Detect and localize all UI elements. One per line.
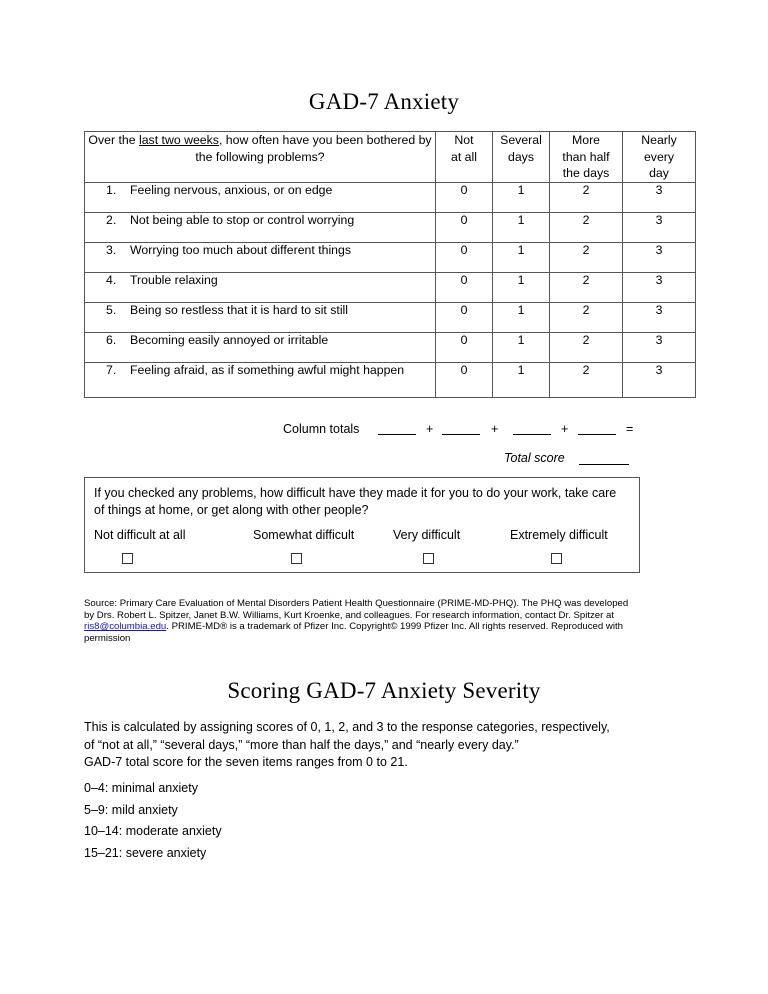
header-line: More: [571, 133, 601, 147]
source-text-part-1: Source: Primary Care Evaluation of Mental Disorders Patient Health Questionnaire (PRIME-MD-PHQ). The PHQ was developed by Drs. Robert L. Spitzer, Janet B.W. Williams, Kurt Kroenke, and colleagues. For research information, contact Dr. Spitzer at: [84, 598, 629, 621]
header-line: every: [643, 149, 675, 164]
score-option-4-3[interactable]: 3: [623, 272, 696, 302]
total-score-row: [0, 451, 768, 471]
equals-operator: =: [626, 422, 634, 436]
header-line: day: [649, 166, 669, 180]
difficulty-option-somewhat-difficult[interactable]: [253, 528, 354, 564]
score-option-6-1[interactable]: 1: [493, 332, 550, 362]
plus-operator-1: +: [426, 422, 434, 436]
severity-range-severe: 15–21: severe anxiety: [84, 845, 207, 860]
difficulty-option-label: Extremely difficult: [510, 528, 608, 542]
score-option-6-0[interactable]: 0: [436, 332, 493, 362]
total-score-label: Total score: [504, 451, 565, 465]
severity-range-list: [84, 778, 484, 864]
page-title: GAD-7 Anxiety: [308, 89, 460, 114]
question-number: 4.: [106, 272, 117, 287]
source-citation: [84, 598, 640, 644]
question-cell-2: [85, 212, 436, 242]
checkbox-extremely-difficult[interactable]: [551, 553, 562, 564]
plus-operator-2: +: [491, 422, 499, 436]
header-line: Not: [454, 133, 474, 147]
header-line: Several: [500, 133, 542, 147]
table-row: [85, 302, 696, 332]
severity-range-moderate: 10–14: moderate anxiety: [84, 824, 222, 838]
plus-operator-3: +: [561, 422, 569, 436]
scoring-section-title: Scoring GAD-7 Anxiety Severity: [227, 678, 541, 703]
prompt-suffix: , how often have you been bothered by the following problems?: [195, 133, 432, 164]
question-cell-4: [85, 272, 436, 302]
gad7-questionnaire-table: [84, 131, 696, 398]
score-option-4-0[interactable]: 0: [436, 272, 493, 302]
scoring-line-2: of “not at all,” “several days,” “more than half the days,” and “nearly every day.”: [84, 737, 519, 752]
question-cell-5: [85, 302, 436, 332]
score-option-1-0[interactable]: 0: [436, 182, 493, 212]
difficulty-options: [85, 528, 641, 574]
question-text: Feeling nervous, anxious, or on edge: [130, 182, 333, 197]
questionnaire-prompt-header: [85, 132, 436, 183]
severity-range-minimal: 0–4: minimal anxiety: [84, 781, 198, 795]
table-row: [85, 332, 696, 362]
question-text: Trouble relaxing: [130, 272, 218, 287]
difficulty-option-label: Somewhat difficult: [253, 528, 355, 542]
checkbox-very-difficult[interactable]: [423, 553, 434, 564]
prompt-underlined: last two weeks: [138, 133, 219, 147]
checkbox-somewhat-difficult[interactable]: [291, 553, 302, 564]
score-option-2-0[interactable]: 0: [436, 212, 493, 242]
score-option-5-2[interactable]: 2: [550, 302, 623, 332]
question-cell-6: [85, 332, 436, 362]
email-link[interactable]: ris8@columbia.edu: [84, 621, 167, 633]
question-number: 2.: [106, 212, 117, 227]
difficulty-option-label: Not difficult at all: [94, 528, 186, 542]
column-totals-label: Column totals: [283, 422, 360, 436]
scoring-line-3: GAD-7 total score for the seven items ranges from 0 to 21.: [84, 755, 408, 769]
score-option-1-2[interactable]: 2: [550, 182, 623, 212]
table-row: [85, 362, 696, 397]
prompt-prefix: Over the: [88, 133, 139, 147]
table-row: [85, 212, 696, 242]
column-header-more-than-half-the-days: [550, 132, 623, 183]
question-cell-1: [85, 182, 436, 212]
score-option-4-1[interactable]: 1: [493, 272, 550, 302]
column-total-blank-4[interactable]: [578, 434, 616, 435]
difficulty-option-very-difficult[interactable]: [393, 528, 460, 564]
score-option-7-1[interactable]: 1: [493, 362, 550, 397]
table-row: [85, 242, 696, 272]
source-text-part-2: . PRIME-MD® is a trademark of Pfizer Inc. Copyright© 1999 Pfizer Inc. All rights reserved. Reproduced with permission: [84, 621, 623, 644]
score-option-6-3[interactable]: 3: [623, 332, 696, 362]
checkbox-not-difficult-at-all[interactable]: [122, 553, 133, 564]
column-header-nearly-every-day: [623, 132, 696, 183]
header-line: at all: [451, 149, 477, 164]
question-cell-3: [85, 242, 436, 272]
severity-range-mild: 5–9: mild anxiety: [84, 802, 178, 817]
score-option-5-1[interactable]: 1: [493, 302, 550, 332]
score-option-3-2[interactable]: 2: [550, 242, 623, 272]
column-totals-row: [0, 422, 768, 442]
score-option-7-2[interactable]: 2: [550, 362, 623, 397]
total-score-blank[interactable]: [579, 464, 629, 465]
column-total-blank-3[interactable]: [513, 434, 551, 435]
column-header-not-at-all: [436, 132, 493, 183]
question-text: Not being able to stop or control worrying: [130, 212, 355, 227]
header-line: Nearly: [641, 133, 677, 147]
difficulty-option-not-difficult-at-all[interactable]: [94, 528, 185, 564]
score-option-5-3[interactable]: 3: [623, 302, 696, 332]
header-line: days: [508, 149, 534, 164]
table-row: [85, 182, 696, 212]
score-option-5-0[interactable]: 0: [436, 302, 493, 332]
score-option-2-3[interactable]: 3: [623, 212, 696, 242]
question-number: 7.: [106, 362, 117, 377]
score-option-3-0[interactable]: 0: [436, 242, 493, 272]
scoring-description: [84, 719, 654, 772]
score-option-2-2[interactable]: 2: [550, 212, 623, 242]
question-text: Feeling afraid, as if something awful might happen: [130, 362, 405, 377]
header-line: the days: [562, 166, 610, 180]
score-option-7-3[interactable]: 3: [623, 362, 696, 397]
score-option-3-1[interactable]: 1: [493, 242, 550, 272]
score-option-7-0[interactable]: 0: [436, 362, 493, 397]
question-number: 1.: [106, 182, 117, 197]
table-row: [85, 272, 696, 302]
difficulty-section: [84, 477, 640, 573]
difficulty-option-extremely-difficult[interactable]: [510, 528, 608, 564]
question-number: 6.: [106, 332, 117, 347]
score-option-6-2[interactable]: 2: [550, 332, 623, 362]
column-total-blank-1[interactable]: [378, 434, 416, 435]
score-option-1-1[interactable]: 1: [493, 182, 550, 212]
question-number: 5.: [106, 302, 117, 317]
question-text: Being so restless that it is hard to sit still: [130, 302, 349, 317]
question-number: 3.: [106, 242, 117, 257]
score-option-4-2[interactable]: 2: [550, 272, 623, 302]
score-option-1-3[interactable]: 3: [623, 182, 696, 212]
scoring-line-1: This is calculated by assigning scores of 0, 1, 2, and 3 to the response categories, respectively,: [84, 720, 610, 734]
score-option-3-3[interactable]: 3: [623, 242, 696, 272]
question-cell-7: [85, 362, 436, 397]
question-text: Becoming easily annoyed or irritable: [130, 332, 329, 347]
table-header-row: [85, 132, 696, 183]
column-total-blank-2[interactable]: [442, 434, 480, 435]
header-line: than half: [562, 149, 610, 164]
difficulty-option-label: Very difficult: [393, 528, 461, 542]
score-option-2-1[interactable]: 1: [493, 212, 550, 242]
difficulty-question-text: If you checked any problems, how difficult have they made it for you to do your work, take care of things at home, or get along with other people?: [94, 486, 617, 517]
question-text: Worrying too much about different things: [130, 242, 352, 257]
column-header-several-days: [493, 132, 550, 183]
